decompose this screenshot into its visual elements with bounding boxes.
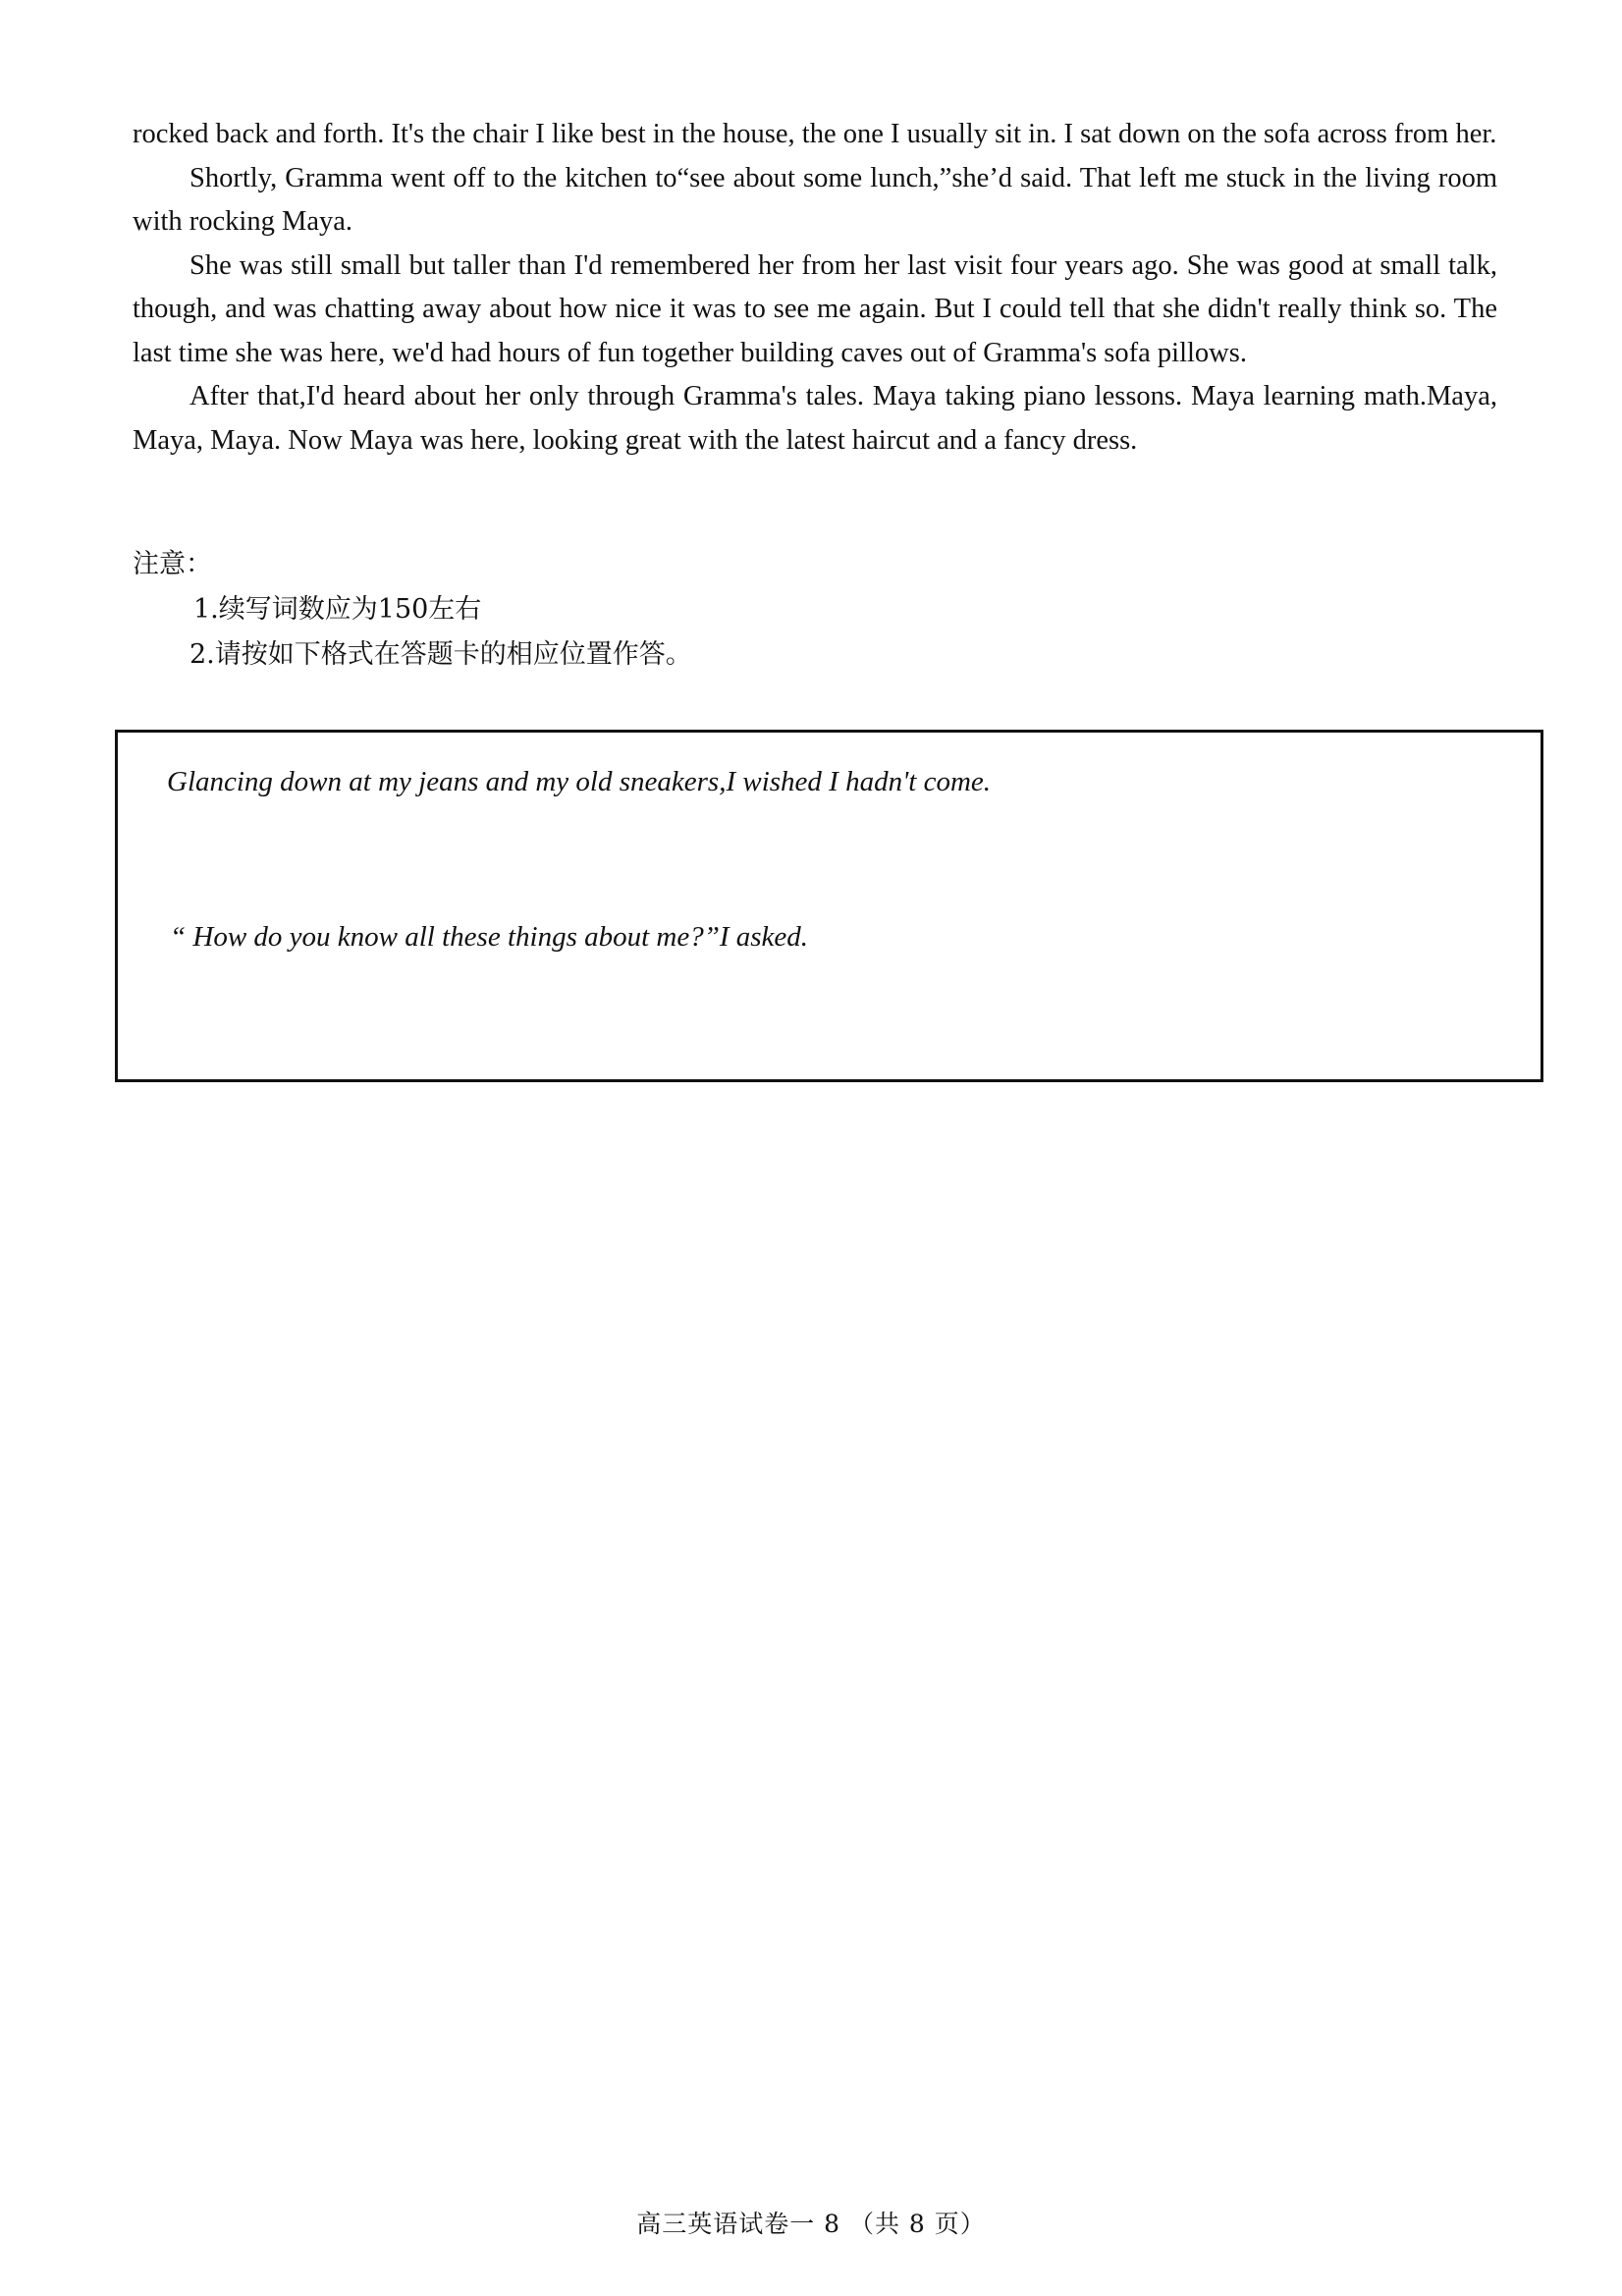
passage-paragraph-3: She was still small but taller than I'd remembered her from her last visit four years ago. She was good at small talk, though, and was chatting away about how nice it was to see me again. But I could tell that she didn't really think so. The last time she was here, we'd had hours of fun together building caves out of Gramma's sofa pillows. — [133, 249, 1497, 368]
notes-section — [133, 542, 1497, 678]
passage-paragraph-2: Shortly, Gramma went off to the kitchen to“see about some lunch,”she’d said. That left me stuck in the living room with rocking Maya. — [133, 162, 1497, 237]
passage-paragraph-1: rocked back and forth. It's the chair I like best in the house, the one I usually sit in. I sat down on the sofa across from her. — [133, 119, 1497, 149]
notes-heading: 注意： — [133, 549, 212, 579]
answer-box-second-sentence: “ How do you know all these things about me?”I asked. — [170, 921, 809, 953]
note-item-word-count: 1.续写词数应为150左右 — [193, 594, 482, 625]
answer-box-first-sentence: Glancing down at my jeans and my old sneakers,I wished I hadn't come. — [167, 766, 992, 797]
passage-paragraph-4: After that,I'd heard about her only through Gramma's tales. Maya taking piano lessons. Maya learning math.Maya, Maya, Maya. Now Maya was here, looking great with the latest haircut and a fancy dress. — [133, 381, 1497, 456]
page-footer: 高三英语试卷一 8 （共 8 页） — [636, 2210, 986, 2238]
reading-passage — [133, 113, 1497, 463]
answer-format-box — [115, 730, 1543, 1082]
note-item-answer-format: 2.请按如下格式在答题卡的相应位置作答。 — [189, 639, 692, 670]
